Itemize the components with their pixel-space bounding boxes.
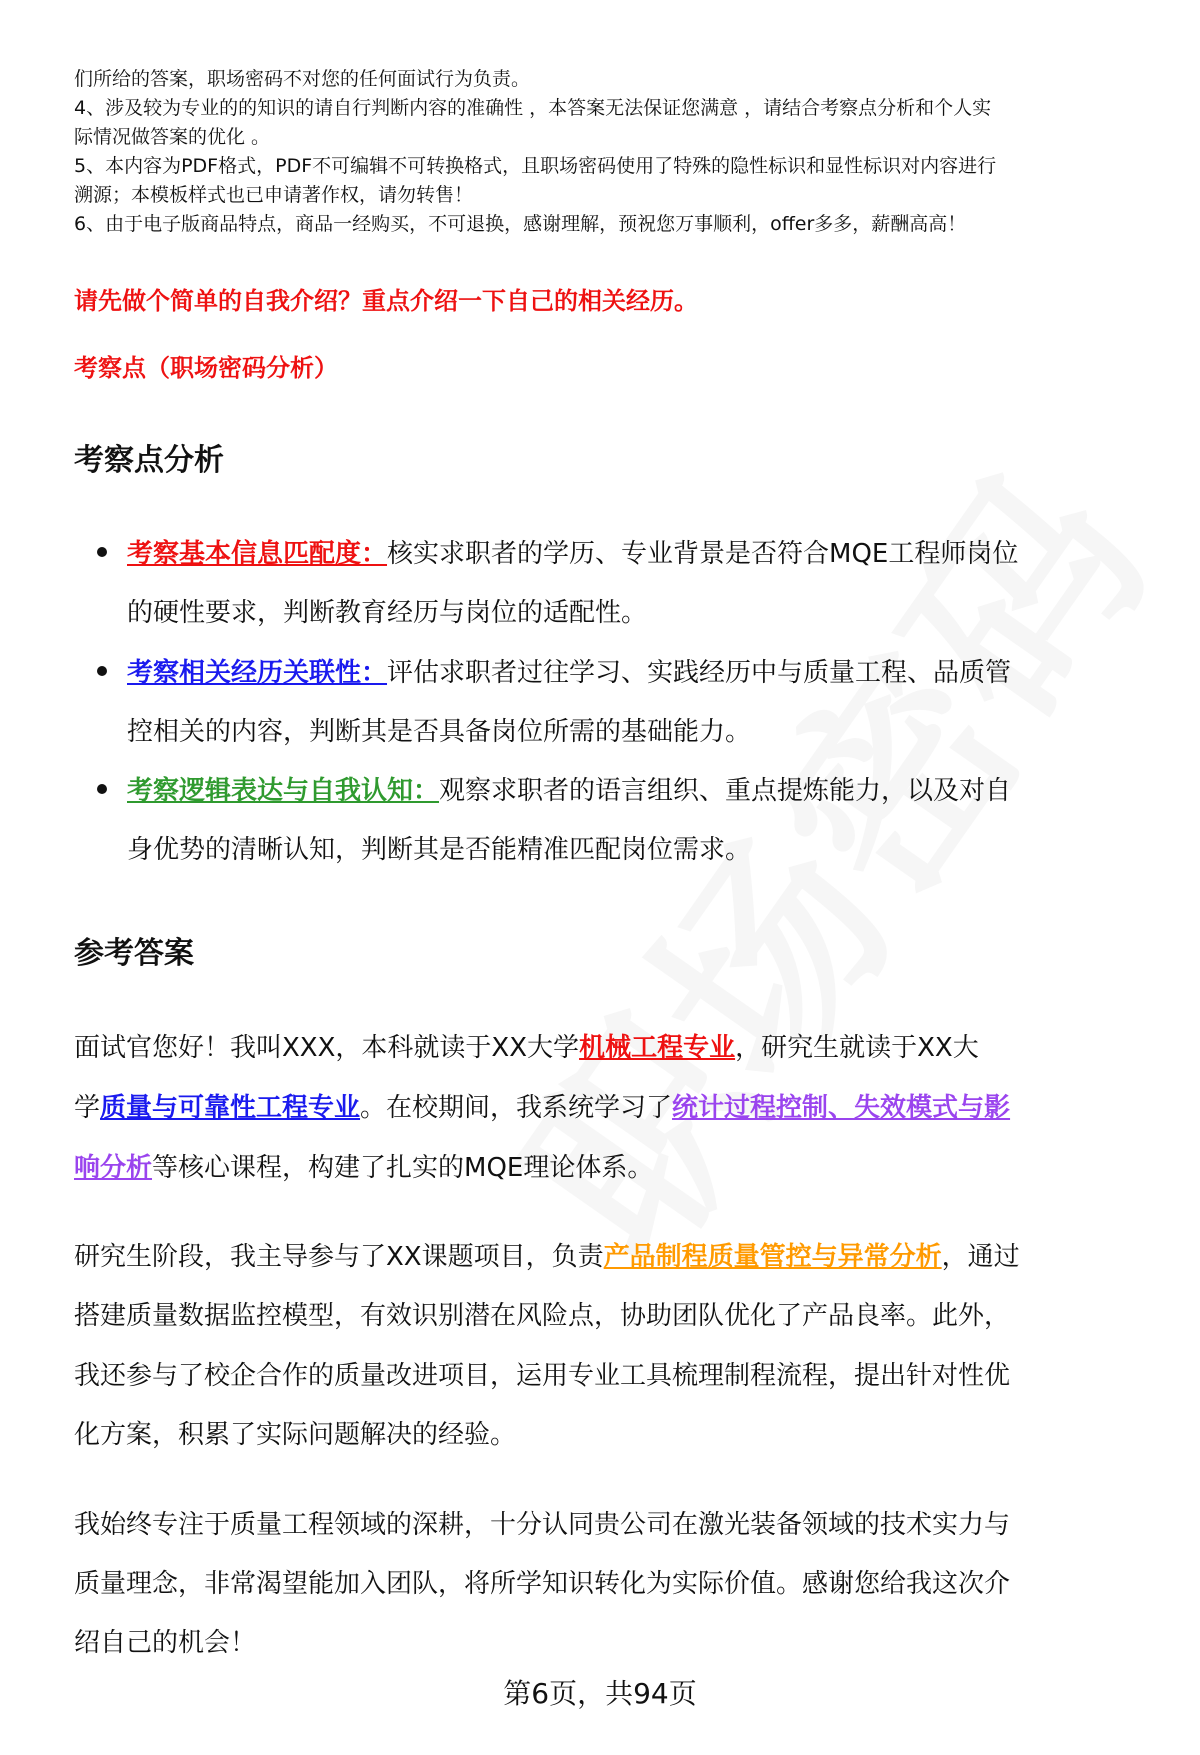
answer-line: 我还参与了校企合作的质量改进项目，运用专业工具梳理制程流程，提出针对性优 <box>74 1361 1011 1391</box>
bullet-text: 评估求职者过往学习、实践经历中与质量工程、品质管 <box>387 658 1012 688</box>
answer-line <box>74 1087 1010 1124</box>
text: ，研究生就读于XX大 <box>735 1033 979 1063</box>
highlight: 响分析 <box>74 1153 153 1183</box>
highlight: 机械工程专业 <box>579 1033 736 1063</box>
text: 研究生阶段，我主导参与了XX课题项目，负责 <box>74 1242 604 1272</box>
answer-line: 我始终专注于质量工程领域的深耕，十分认同贵公司在激光装备领域的技术实力与 <box>74 1510 1011 1540</box>
bullet-icon <box>97 666 107 676</box>
notice-line: 4、涉及较为专业的的知识的请自行判断内容的准确性 ，本答案无法保证您满意 ，请结合考察点分析和个人实 <box>74 97 992 119</box>
bullet-text: 的硬性要求，判断教育经历与岗位的适配性。 <box>127 598 648 628</box>
answer-line: 化方案，积累了实际问题解决的经验。 <box>74 1420 517 1450</box>
notice-line: 际情况做答案的优化 。 <box>74 126 271 148</box>
bullet-label: 考察相关经历关联性： <box>127 658 388 688</box>
notice-line: 们所给的答案，职场密码不对您的任何面试行为负责。 <box>74 68 531 90</box>
text: ，通过 <box>941 1242 1020 1272</box>
text: 面试官您好！我叫XXX，本科就读于XX大学 <box>74 1033 580 1063</box>
answer-line: 绍自己的机会！ <box>74 1628 257 1658</box>
answer-line <box>74 1027 979 1064</box>
bullet-item <box>127 652 1011 689</box>
notice-line: 5、本内容为PDF格式，PDF不可编辑不可转换格式，且职场密码使用了特殊的隐性标识和显性标识对内容进行 <box>74 155 997 177</box>
bullet-text: 观察求职者的语言组织、重点提炼能力，以及对自 <box>439 776 1012 806</box>
notice-line: 6、由于电子版商品特点，商品一经购买，不可退换，感谢理解，预祝您万事顺利，offer多多，薪酬高高！ <box>74 213 967 235</box>
text: 。在校期间，我系统学习了 <box>360 1093 673 1123</box>
answer-line: 质量理念，非常渴望能加入团队，将所学知识转化为实际价值。感谢您给我这次介 <box>74 1569 1011 1599</box>
bullet-item <box>127 533 1018 570</box>
highlight: 产品制程质量管控与异常分析 <box>603 1242 942 1272</box>
answer-line <box>74 1236 1020 1273</box>
analysis-heading: 考察点分析 <box>74 443 224 478</box>
bullet-label: 考察逻辑表达与自我认知： <box>127 776 440 806</box>
bullet-icon <box>97 784 107 794</box>
answer-line <box>74 1147 653 1184</box>
highlight: 质量与可靠性工程专业 <box>100 1093 361 1123</box>
interview-question: 请先做个简单的自我介绍？重点介绍一下自己的相关经历。 <box>74 287 698 315</box>
bullet-icon <box>97 547 107 557</box>
bullet-label: 考察基本信息匹配度： <box>127 539 388 569</box>
bullet-text: 核实求职者的学历、专业背景是否符合MQE工程师岗位 <box>387 539 1019 569</box>
text: 等核心课程，构建了扎实的MQE理论体系。 <box>152 1153 654 1183</box>
notice-line: 溯源；本模板样式也已申请著作权，请勿转售！ <box>74 184 474 206</box>
answer-line: 搭建质量数据监控模型，有效识别潜在风险点，协助团队优化了产品良率。此外， <box>74 1301 1011 1331</box>
bullet-text: 身优势的清晰认知，判断其是否能精准匹配岗位需求。 <box>127 835 752 865</box>
focus-label: 考察点（职场密码分析） <box>74 354 338 382</box>
text: 学 <box>74 1093 101 1123</box>
page-number: 第6页，共94页 <box>503 1677 697 1710</box>
bullet-text: 控相关的内容，判断其是否具备岗位所需的基础能力。 <box>127 717 752 747</box>
bullet-item <box>127 770 1011 807</box>
highlight: 统计过程控制、失效模式与影 <box>672 1093 1011 1123</box>
answer-heading: 参考答案 <box>74 936 194 971</box>
